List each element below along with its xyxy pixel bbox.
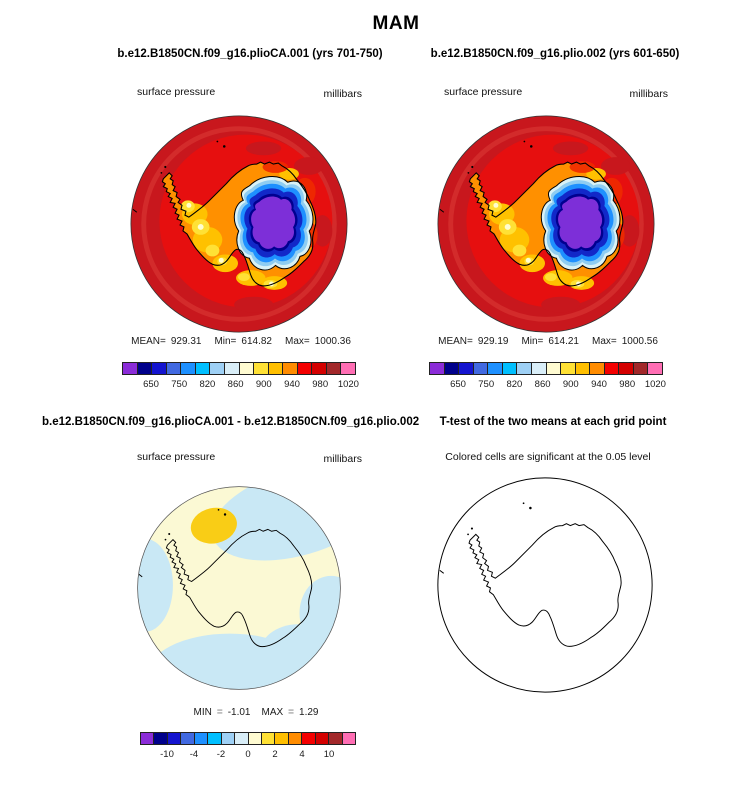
colorbar-cell bbox=[225, 363, 240, 374]
colorbar-cells bbox=[122, 362, 356, 375]
colorbar-tick-label: -2 bbox=[216, 749, 226, 760]
colorbar-tick-label: -10 bbox=[160, 749, 174, 760]
colorbar-cell bbox=[327, 363, 342, 374]
max-stat bbox=[285, 336, 351, 347]
max-value: 1000.36 bbox=[314, 336, 351, 347]
max-label: Max= bbox=[591, 336, 617, 347]
case2-pressure-map bbox=[433, 111, 659, 337]
mean-stat bbox=[131, 336, 201, 347]
colorbar-cell bbox=[532, 363, 547, 374]
mean-value: 929.31 bbox=[170, 336, 202, 347]
colorbar-cell bbox=[634, 363, 649, 374]
colorbar-tick-label: 1020 bbox=[337, 379, 359, 390]
colorbar-cell bbox=[283, 363, 298, 374]
diff-colorbar bbox=[140, 732, 356, 760]
colorbar-cell bbox=[459, 363, 474, 374]
mean-stat bbox=[438, 336, 508, 347]
colorbar-tick-label: 0 bbox=[245, 749, 251, 760]
min-stat bbox=[194, 707, 251, 718]
difference-map bbox=[132, 481, 346, 695]
colorbar-cell bbox=[152, 363, 167, 374]
mean-label: MEAN= bbox=[438, 336, 473, 347]
colorbar-cells bbox=[140, 732, 356, 745]
min-value: 614.82 bbox=[241, 336, 272, 347]
colorbar-cell bbox=[141, 733, 154, 744]
colorbar-cell bbox=[195, 733, 208, 744]
colorbar-cell bbox=[298, 363, 313, 374]
min-label: MIN bbox=[193, 707, 212, 718]
difference-title: b.e12.B1850CN.f09_g16.plioCA.001 - b.e12.B1850CN.f09_g16.plio.002 bbox=[42, 416, 420, 428]
colorbar-tick-label: 980 bbox=[312, 379, 329, 390]
colorbar-cell bbox=[196, 363, 211, 374]
colorbar-cell bbox=[138, 363, 153, 374]
colorbar-cell bbox=[269, 363, 284, 374]
colorbar-tick-label: 750 bbox=[171, 379, 188, 390]
colorbar-cell bbox=[605, 363, 620, 374]
antarctica-pressure-map-svg bbox=[126, 111, 352, 337]
colorbar-cell bbox=[275, 733, 288, 744]
colorbar-cell bbox=[547, 363, 562, 374]
case1-stats bbox=[131, 336, 351, 347]
colorbar-cell bbox=[168, 733, 181, 744]
max-value: 1000.56 bbox=[621, 336, 658, 347]
colorbar-cell bbox=[154, 733, 167, 744]
min-label: Min= bbox=[521, 336, 544, 347]
equals-sign: = bbox=[288, 707, 295, 718]
colorbar-tick-label: 980 bbox=[619, 379, 636, 390]
colorbar-cell bbox=[517, 363, 532, 374]
colorbar-cell bbox=[289, 733, 302, 744]
colorbar-cell bbox=[181, 733, 194, 744]
colorbar-tick-label: 860 bbox=[227, 379, 244, 390]
colorbar-cell bbox=[262, 733, 275, 744]
colorbar-cell bbox=[648, 363, 662, 374]
antarctica-outline-map-svg bbox=[433, 473, 657, 697]
case1-field-label: surface pressure bbox=[137, 86, 216, 98]
colorbar-cell bbox=[222, 733, 235, 744]
antarctica-pressure-map-svg bbox=[433, 111, 659, 337]
colorbar-tick-label: 4 bbox=[299, 749, 305, 760]
case2-stats bbox=[438, 336, 658, 347]
colorbar-tick-label: 820 bbox=[199, 379, 216, 390]
max-label: MAX bbox=[261, 707, 284, 718]
colorbar-tick-label: 750 bbox=[478, 379, 495, 390]
diff-stats bbox=[194, 707, 319, 718]
colorbar-cells bbox=[429, 362, 663, 375]
colorbar-cell bbox=[329, 733, 342, 744]
colorbar-tick-label: 940 bbox=[284, 379, 300, 390]
colorbar-cell bbox=[576, 363, 591, 374]
colorbar-cell bbox=[561, 363, 576, 374]
colorbar-cell bbox=[123, 363, 138, 374]
case2-units-label: millibars bbox=[629, 88, 668, 100]
colorbar-tick-label: 1020 bbox=[644, 379, 666, 390]
ttest-title: T-test of the two means at each grid point bbox=[439, 416, 667, 428]
colorbar-cell bbox=[235, 733, 248, 744]
min-stat bbox=[214, 336, 272, 347]
figure-title: MAM bbox=[372, 13, 420, 34]
colorbar-cell bbox=[343, 733, 355, 744]
colorbar-tick-label: 650 bbox=[143, 379, 159, 390]
colorbar-cell bbox=[590, 363, 605, 374]
colorbar-cell bbox=[210, 363, 225, 374]
min-label: Min= bbox=[214, 336, 237, 347]
equals-sign: = bbox=[216, 707, 223, 718]
case1-units-label: millibars bbox=[323, 88, 362, 100]
case2-title: b.e12.B1850CN.f09_g16.plio.002 (yrs 601-650) bbox=[430, 48, 680, 60]
min-value: -1.01 bbox=[227, 707, 251, 718]
colorbar-tick-label: 900 bbox=[255, 379, 272, 390]
colorbar-cell bbox=[254, 363, 269, 374]
diff-units-label: millibars bbox=[323, 453, 362, 465]
case1-title: b.e12.B1850CN.f09_g16.plioCA.001 (yrs 701-750) bbox=[117, 48, 383, 60]
colorbar-cell bbox=[181, 363, 196, 374]
colorbar-cell bbox=[302, 733, 315, 744]
mean-label: MEAN= bbox=[131, 336, 166, 347]
max-value: 1.29 bbox=[299, 707, 319, 718]
colorbar-cell bbox=[167, 363, 182, 374]
colorbar-cell bbox=[488, 363, 503, 374]
diff-field-label: surface pressure bbox=[137, 451, 216, 463]
colorbar-tick-label: 2 bbox=[272, 749, 278, 760]
colorbar-tick-label: 940 bbox=[591, 379, 607, 390]
max-stat bbox=[262, 707, 319, 718]
colorbar-cell bbox=[208, 733, 221, 744]
colorbar-cell bbox=[316, 733, 329, 744]
colorbar-tick-label: 10 bbox=[323, 749, 335, 760]
colorbar-cell bbox=[240, 363, 255, 374]
colorbar-tick-label: 900 bbox=[562, 379, 579, 390]
min-stat bbox=[521, 336, 579, 347]
colorbar-cell bbox=[312, 363, 327, 374]
case2-colorbar bbox=[429, 362, 666, 390]
colorbar-tick-label: 820 bbox=[506, 379, 523, 390]
significance-note: Colored cells are significant at the 0.05 level bbox=[445, 451, 651, 463]
colorbar-cell bbox=[341, 363, 355, 374]
colorbar-tick-label: -4 bbox=[189, 749, 199, 760]
colorbar-tick-label: 650 bbox=[450, 379, 466, 390]
case1-colorbar bbox=[122, 362, 359, 390]
mean-value: 929.19 bbox=[477, 336, 509, 347]
colorbar-cell bbox=[619, 363, 634, 374]
colorbar-tick-label: 860 bbox=[534, 379, 551, 390]
colorbar-cell bbox=[474, 363, 489, 374]
max-label: Max= bbox=[284, 336, 310, 347]
antarctica-difference-map-svg bbox=[132, 481, 346, 695]
case1-pressure-map bbox=[126, 111, 352, 337]
min-value: 614.21 bbox=[548, 336, 579, 347]
ttest-map bbox=[433, 473, 657, 697]
colorbar-cell bbox=[503, 363, 518, 374]
case2-field-label: surface pressure bbox=[444, 86, 523, 98]
max-stat bbox=[592, 336, 658, 347]
colorbar-cell bbox=[430, 363, 445, 374]
colorbar-cell bbox=[249, 733, 262, 744]
colorbar-cell bbox=[445, 363, 460, 374]
